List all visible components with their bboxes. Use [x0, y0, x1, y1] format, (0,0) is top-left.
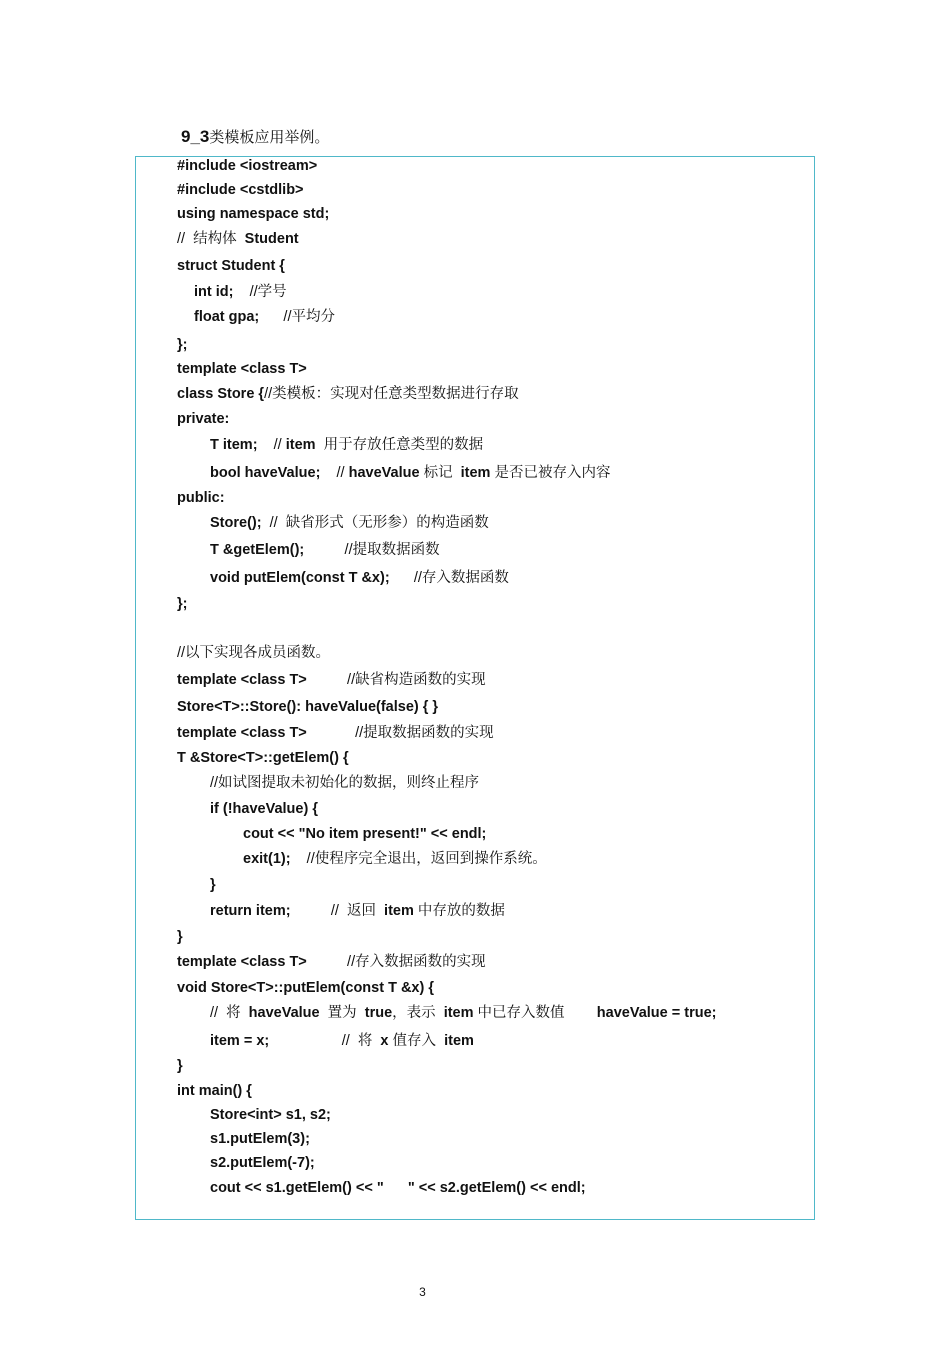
code-text: void putElem(const T &x);: [210, 570, 390, 586]
code-text: return item;: [210, 903, 291, 919]
code-line: [210, 569, 509, 587]
code-line: [210, 902, 505, 920]
comment-text: //学号: [233, 284, 287, 300]
code-line: [210, 541, 440, 559]
code-text: T item;: [210, 437, 258, 453]
code-line: [177, 230, 299, 248]
code-text: template <class T>: [177, 954, 307, 970]
code-text: T &getElem();: [210, 542, 305, 558]
comment-text: //平均分: [259, 309, 335, 325]
code-text: #include <cstdlib>: [177, 182, 304, 198]
comment-text: 值存入: [388, 1033, 445, 1049]
section-title: 类模板应用举例。: [209, 129, 330, 146]
code-line: [177, 1082, 252, 1100]
comment-text: // 结构体: [177, 231, 245, 247]
comment-text: //: [257, 437, 286, 453]
section-heading: [181, 127, 329, 148]
code-line: [210, 774, 479, 792]
code-text: Store<T>::Store(): haveValue(false) { }: [177, 699, 439, 715]
comment-text: 中已存入数值: [473, 1005, 597, 1021]
code-line: [177, 595, 187, 613]
code-text: class Store {: [177, 386, 265, 402]
code-line: [177, 157, 317, 175]
code-text: item = x;: [210, 1033, 270, 1049]
comment-text: // 将: [269, 1033, 381, 1049]
code-text: #include <iostream>: [177, 158, 318, 174]
code-text: s1.putElem(3);: [210, 1131, 310, 1147]
code-text: int main() {: [177, 1083, 252, 1099]
code-text: item: [443, 1005, 474, 1021]
code-text: template <class T>: [177, 361, 307, 377]
code-line: [210, 514, 489, 532]
code-text: template <class T>: [177, 672, 307, 688]
comment-text: //提取数据函数: [304, 542, 440, 558]
code-text: using namespace std;: [177, 206, 330, 222]
code-text: haveValue: [248, 1005, 320, 1021]
code-line: [243, 850, 547, 868]
comment-text: // 返回: [290, 903, 385, 919]
code-line: [177, 489, 225, 507]
code-line: [194, 283, 287, 301]
code-text: s2.putElem(-7);: [210, 1155, 315, 1171]
comment-text: //以下实现各成员函数。: [177, 645, 331, 661]
page-number: 3: [419, 1285, 426, 1299]
code-text: Student: [244, 231, 299, 247]
code-line: [177, 979, 434, 997]
code-text: struct Student {: [177, 258, 285, 274]
code-line: [177, 360, 307, 378]
code-text: Store();: [210, 515, 262, 531]
code-line: [243, 825, 486, 843]
code-text: int id;: [194, 284, 234, 300]
code-text: haveValue = true;: [596, 1005, 717, 1021]
comment-text: 中存放的数据: [413, 903, 505, 919]
code-text: };: [177, 596, 188, 612]
code-line: [177, 928, 183, 946]
code-text: Store<int> s1, s2;: [210, 1107, 331, 1123]
comment-text: //使程序完全退出，返回到操作系统。: [290, 851, 547, 867]
code-line: [177, 953, 486, 971]
code-text: private:: [177, 411, 230, 427]
comment-text: //提取数据函数的实现: [306, 725, 494, 741]
code-line: [177, 671, 486, 689]
comment-text: 置为: [319, 1005, 365, 1021]
code-text: item: [444, 1033, 474, 1049]
code-line: [210, 1106, 331, 1124]
code-text: haveValue: [348, 465, 420, 481]
code-text: cout << "No item present!" << endl;: [243, 826, 487, 842]
code-text: if (!haveValue) {: [210, 801, 318, 817]
code-line: [177, 257, 285, 275]
code-text: }: [177, 929, 183, 945]
comment-text: 是否已被存入内容: [490, 465, 611, 481]
code-text: item: [384, 903, 414, 919]
code-text: bool haveValue;: [210, 465, 321, 481]
code-line: [177, 385, 519, 403]
code-line: [210, 464, 611, 482]
code-text: };: [177, 337, 188, 353]
code-line: [177, 698, 438, 716]
code-line: [210, 436, 483, 454]
comment-text: //存入数据函数: [389, 570, 509, 586]
comment-text: //如试图提取未初始化的数据，则终止程序: [210, 775, 480, 791]
code-line: [177, 181, 304, 199]
code-line: [177, 410, 229, 428]
code-line: [210, 1004, 716, 1022]
code-line: [177, 336, 187, 354]
comment-text: 标记: [419, 465, 461, 481]
comment-text: //存入数据函数的实现: [306, 954, 486, 970]
code-text: }: [210, 877, 216, 893]
code-line: [177, 749, 349, 767]
code-text: void Store<T>::putElem(const T &x) {: [177, 980, 434, 996]
code-line: [177, 724, 494, 742]
code-text: true: [364, 1005, 393, 1021]
code-line: [210, 1179, 586, 1197]
code-line: [210, 800, 318, 818]
comment-text: //类模板：实现对任意类型数据进行存取: [264, 386, 519, 402]
code-text: }: [177, 1058, 183, 1074]
code-text: cout << s1.getElem() << " " << s2.getElem() << endl;: [210, 1180, 586, 1196]
comment-text: //缺省构造函数的实现: [306, 672, 486, 688]
comment-text: // 缺省形式（无形参）的构造函数: [261, 515, 489, 531]
comment-text: //: [320, 465, 349, 481]
code-line: [177, 644, 330, 662]
section-number: 9_3: [181, 127, 210, 146]
code-text: template <class T>: [177, 725, 307, 741]
comment-text: ，表示: [392, 1005, 444, 1021]
code-text: item: [285, 437, 316, 453]
code-line: [210, 1154, 315, 1172]
code-text: item: [460, 465, 491, 481]
comment-text: 用于存放任意类型的数据: [315, 437, 484, 453]
comment-text: // 将: [210, 1005, 249, 1021]
code-line: [210, 1032, 474, 1050]
code-line: [177, 205, 329, 223]
code-line: [194, 308, 335, 326]
code-text: x: [380, 1033, 389, 1049]
code-text: float gpa;: [194, 309, 260, 325]
code-line: [210, 876, 216, 894]
code-line: [177, 1057, 183, 1075]
code-text: exit(1);: [243, 851, 291, 867]
code-text: public:: [177, 490, 225, 506]
code-line: [210, 1130, 310, 1148]
code-text: T &Store<T>::getElem() {: [177, 750, 349, 766]
